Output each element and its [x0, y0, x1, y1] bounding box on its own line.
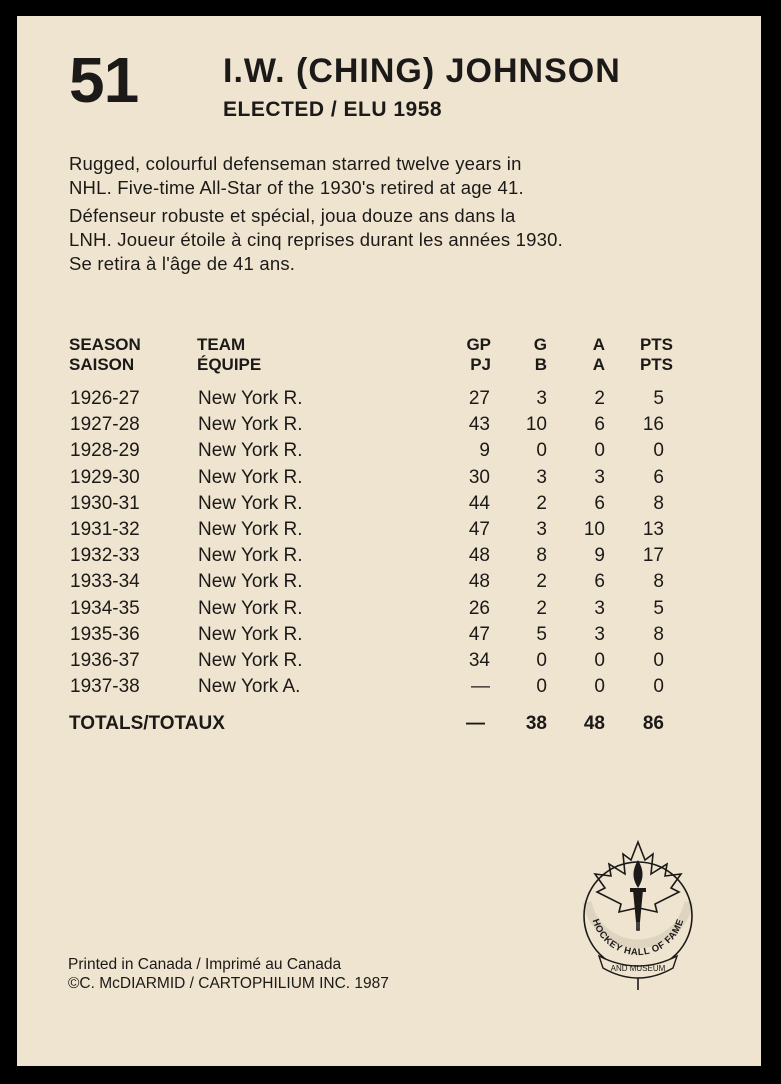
assists-cell: 3	[594, 597, 605, 619]
team-cell: New York R.	[198, 414, 303, 436]
header-label: PTS	[639, 335, 673, 354]
bio-line: Défenseur robuste et spécial, joua douze ans dans la	[69, 205, 516, 226]
header-label: PJ	[470, 355, 491, 374]
points-cell: 8	[653, 623, 664, 645]
goals-cell: 5	[536, 623, 547, 645]
table-row	[17, 571, 761, 597]
goals-cell: 2	[536, 597, 547, 619]
header-label: TEAM	[197, 335, 246, 354]
team-cell: New York R.	[198, 623, 303, 645]
totals-goals: 38	[525, 713, 547, 734]
goals-cell: 0	[536, 676, 547, 698]
bio-english	[69, 152, 749, 200]
totals-points: 86	[642, 713, 664, 734]
gp-cell: 9	[479, 440, 490, 462]
goals-cell: 0	[536, 649, 547, 671]
points-cell: 6	[653, 466, 664, 488]
goals-cell: 10	[525, 414, 547, 436]
season-cell: 1928-29	[70, 440, 140, 462]
points-cell: 0	[653, 440, 664, 462]
assists-cell: 6	[594, 414, 605, 436]
team-cell: New York R.	[198, 518, 303, 540]
header-g	[507, 335, 547, 375]
header-season	[69, 335, 141, 375]
card-number: 51	[69, 44, 139, 116]
team-cell: New York R.	[198, 571, 303, 593]
header-label: ÉQUIPE	[197, 355, 262, 374]
gp-cell: 44	[468, 492, 490, 514]
points-cell: 8	[653, 492, 664, 514]
team-cell: New York A.	[198, 676, 301, 698]
season-cell: 1937-38	[70, 676, 140, 698]
table-row	[17, 414, 761, 440]
gp-cell: 43	[468, 414, 490, 436]
gp-cell: 47	[468, 518, 490, 540]
svg-text:HOCKEY HALL OF FAME	[590, 918, 687, 959]
points-cell: 17	[642, 545, 664, 567]
season-cell: 1936-37	[70, 649, 140, 671]
totals-row	[17, 713, 761, 737]
gp-cell: 47	[468, 623, 490, 645]
copyright-note: ©C. McDIARMID / CARTOPHILIUM INC. 1987	[68, 974, 389, 992]
stats-table	[17, 388, 761, 702]
team-cell: New York R.	[198, 545, 303, 567]
goals-cell: 3	[536, 388, 547, 409]
assists-cell: 0	[594, 440, 605, 462]
goals-cell: 3	[536, 466, 547, 488]
header-label: B	[534, 355, 547, 374]
gp-cell: 26	[468, 597, 490, 619]
footer	[68, 956, 389, 993]
bio-line: NHL. Five-time All-Star of the 1930's retired at age 41.	[69, 177, 524, 198]
assists-cell: 2	[594, 388, 605, 409]
assists-cell: 3	[594, 623, 605, 645]
season-cell: 1930-31	[70, 492, 140, 514]
bio-line: Se retira à l'âge de 41 ans.	[69, 253, 296, 274]
team-cell: New York R.	[198, 597, 303, 619]
team-cell: New York R.	[198, 649, 303, 671]
season-cell: 1933-34	[70, 571, 140, 593]
season-cell: 1932-33	[70, 545, 140, 567]
points-cell: 16	[642, 414, 664, 436]
table-row	[17, 388, 761, 414]
goals-cell: 0	[536, 440, 547, 462]
assists-cell: 0	[594, 676, 605, 698]
team-cell: New York R.	[198, 466, 303, 488]
bio-french	[69, 204, 749, 276]
season-cell: 1929-30	[70, 466, 140, 488]
bio-line: Rugged, colourful defenseman starred twelve years in	[69, 153, 522, 174]
points-cell: 8	[653, 571, 664, 593]
card-back	[17, 16, 761, 1066]
elected-year: ELECTED / ELU 1958	[223, 98, 443, 121]
logo-ring-text: HOCKEY HALL OF FAME	[589, 917, 687, 959]
gp-cell: —	[471, 676, 490, 698]
header-pts	[617, 335, 673, 375]
assists-cell: 3	[594, 466, 605, 488]
points-cell: 13	[642, 518, 664, 540]
header-gp	[447, 335, 491, 375]
gp-cell: 48	[468, 571, 490, 593]
season-cell: 1927-28	[70, 414, 140, 436]
hockey-hall-of-fame-logo-icon	[573, 838, 703, 994]
table-row	[17, 545, 761, 571]
gp-cell: 48	[468, 545, 490, 567]
goals-cell: 2	[536, 571, 547, 593]
header-label: SEASON	[69, 335, 141, 354]
printed-note: Printed in Canada / Imprimé au Canada	[68, 956, 342, 973]
header-label: SAISON	[69, 355, 135, 374]
gp-cell: 27	[468, 388, 490, 409]
header-label: G	[533, 335, 547, 354]
assists-cell: 6	[594, 492, 605, 514]
season-cell: 1931-32	[70, 518, 140, 540]
bio-line: LNH. Joueur étoile à cinq reprises durant les années 1930.	[69, 229, 563, 250]
logo-banner-text: AND MUSEUM	[610, 964, 666, 973]
goals-cell: 2	[536, 492, 547, 514]
header-label: A	[592, 355, 605, 374]
season-cell: 1935-36	[70, 623, 140, 645]
table-row	[17, 650, 761, 676]
gp-cell: 34	[468, 649, 490, 671]
player-name: I.W. (CHING) JOHNSON	[223, 52, 621, 90]
table-row	[17, 598, 761, 624]
goals-cell: 8	[536, 545, 547, 567]
points-cell: 5	[653, 597, 664, 619]
table-row	[17, 467, 761, 493]
header-a	[562, 335, 605, 375]
assists-cell: 0	[594, 649, 605, 671]
header-label: GP	[466, 335, 491, 354]
table-row	[17, 624, 761, 650]
totals-label: TOTALS/TOTAUX	[69, 713, 225, 734]
team-cell: New York R.	[198, 440, 303, 462]
team-cell: New York R.	[198, 388, 303, 409]
points-cell: 5	[653, 388, 664, 409]
totals-assists: 48	[583, 713, 605, 734]
header-team	[197, 335, 261, 375]
points-cell: 0	[653, 676, 664, 698]
assists-cell: 6	[594, 571, 605, 593]
season-cell: 1934-35	[70, 597, 140, 619]
header-label: PTS	[639, 355, 673, 374]
points-cell: 0	[653, 649, 664, 671]
team-cell: New York R.	[198, 492, 303, 514]
totals-gp: —	[466, 713, 485, 734]
assists-cell: 9	[594, 545, 605, 567]
table-row	[17, 440, 761, 466]
header-label: A	[592, 335, 605, 354]
table-row	[17, 519, 761, 545]
table-row	[17, 676, 761, 702]
season-cell: 1926-27	[70, 388, 140, 409]
table-row	[17, 493, 761, 519]
goals-cell: 3	[536, 518, 547, 540]
assists-cell: 10	[583, 518, 605, 540]
gp-cell: 30	[468, 466, 490, 488]
